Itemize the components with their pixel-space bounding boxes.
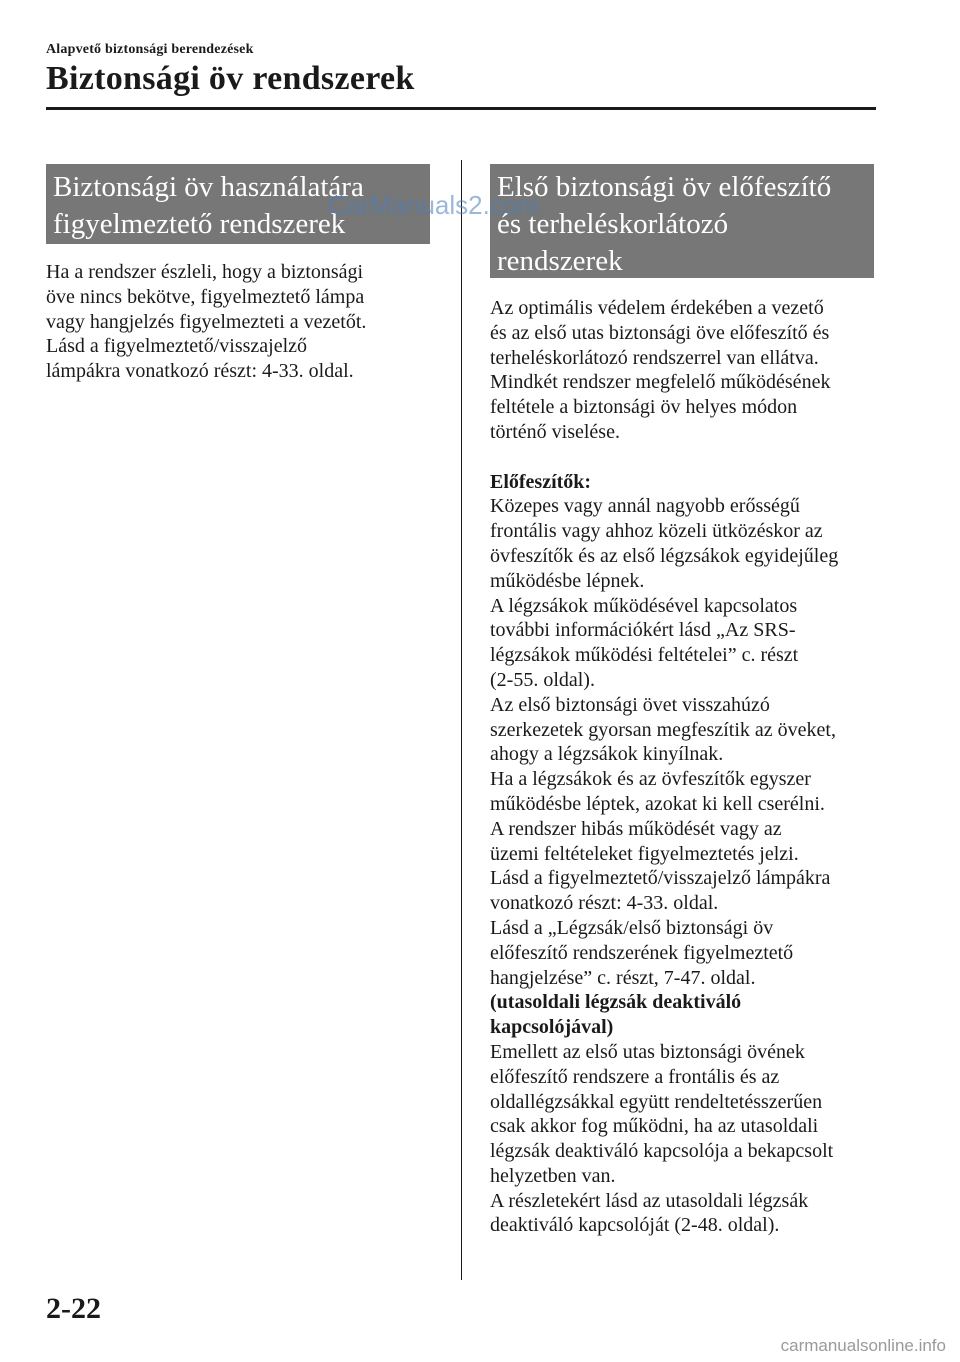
bold-note-line: (utasoldali légzsák deaktiváló — [490, 991, 742, 1014]
text-line: előfeszítő rendszere a frontális és az — [490, 1065, 780, 1088]
text-line: deaktiváló kapcsolóját (2-48. oldal). — [490, 1214, 780, 1237]
text-line: lámpákra vonatkozó részt: 4-33. oldal. — [46, 360, 354, 383]
text-line: hangjelzése” c. részt, 7-47. oldal. — [490, 966, 756, 989]
text-line: Lásd a „Légzsák/első biztonsági öv — [490, 916, 774, 939]
right-heading-line: rendszerek — [497, 245, 623, 277]
right-section-heading — [490, 164, 874, 278]
text-line: működésbe léptek, azokat ki kell cserélni. — [490, 792, 825, 815]
text-line: vagy hangjelzés figyelmezteti a vezetőt. — [46, 310, 367, 333]
text-line: előfeszítő rendszerének figyelmeztető — [490, 941, 794, 964]
text-line: öve nincs bekötve, figyelmeztető lámpa — [46, 285, 365, 308]
subheading-pretensioners: Előfeszítők: — [490, 470, 592, 493]
text-line: működésbe lépnek. — [490, 569, 645, 592]
text-line: Emellett az első utas biztonsági övének — [490, 1040, 805, 1063]
text-line: övfeszítők és az első légzsákok egyidejűleg — [490, 544, 839, 567]
bold-note-line: kapcsolójával) — [490, 1016, 614, 1039]
text-line: légzsákok működési feltételei” c. részt — [490, 644, 799, 667]
text-line: Az első biztonsági övet visszahúzó — [490, 693, 770, 716]
text-line: (2-55. oldal). — [490, 668, 595, 691]
left-section-body — [46, 260, 366, 384]
left-heading-line: Biztonsági öv használatára — [53, 171, 364, 203]
text-line: Mindkét rendszer megfelelő működésének — [490, 371, 831, 394]
text-line: szerkezetek gyorsan megfeszítik az öveket, — [490, 718, 836, 741]
paragraph-gap — [490, 445, 838, 470]
right-heading-line: Első biztonsági öv előfeszítő — [497, 171, 832, 203]
text-line: üzemi feltételeket figyelmeztetés jelzi. — [490, 842, 799, 865]
text-line: Lásd a figyelmeztető/visszajelző lámpákra — [490, 867, 831, 890]
text-line: oldallégzsákkal együtt rendeltetésszerűen — [490, 1090, 823, 1113]
text-line: ahogy a légzsákok kinyílnak. — [490, 743, 724, 766]
text-line: vonatkozó részt: 4-33. oldal. — [490, 892, 719, 915]
text-line: csak akkor fog működni, ha az utasoldali — [490, 1115, 819, 1138]
right-section-body — [490, 296, 838, 1238]
header-rule — [46, 107, 876, 110]
breadcrumb: Alapvető biztonsági berendezések — [46, 42, 254, 57]
text-line: történő viselése. — [490, 420, 620, 443]
page-number: 2-22 — [46, 1292, 101, 1325]
text-line: helyzetben van. — [490, 1164, 616, 1187]
text-line: Közepes vagy annál nagyobb erősségű — [490, 495, 800, 518]
text-line: légzsák deaktiváló kapcsolója a bekapcsolt — [490, 1140, 834, 1163]
text-line: és az első utas biztonsági öve előfeszítő és — [490, 321, 830, 344]
column-divider — [461, 160, 462, 1280]
text-line: A rendszer hibás működését vagy az — [490, 817, 782, 840]
text-line: feltétele a biztonsági öv helyes módon — [490, 396, 798, 419]
text-line: további információkért lásd „Az SRS- — [490, 619, 796, 642]
text-line: Ha a rendszer észleli, hogy a biztonsági — [46, 261, 364, 283]
watermark-top: CarManuals2.com — [328, 190, 539, 220]
text-line: frontális vagy ahhoz közeli ütközéskor az — [490, 520, 823, 543]
watermark-bottom: carmanualsonline.info — [780, 1336, 946, 1355]
right-heading-line: és terheléskorlátozó — [497, 208, 729, 240]
text-line: Az optimális védelem érdekében a vezető — [490, 297, 824, 319]
text-line: A részletekért lásd az utasoldali légzsák — [490, 1189, 809, 1212]
text-line: Lásd a figyelmeztető/visszajelző — [46, 335, 308, 358]
text-line: Ha a légzsákok és az övfeszítők egyszer — [490, 768, 811, 791]
page-title: Biztonsági öv rendszerek — [46, 60, 415, 97]
left-heading-line: figyelmeztető rendszerek — [53, 208, 346, 240]
text-line: A légzsákok működésével kapcsolatos — [490, 594, 798, 617]
text-line: terheléskorlátozó rendszerrel van ellátva. — [490, 346, 819, 369]
